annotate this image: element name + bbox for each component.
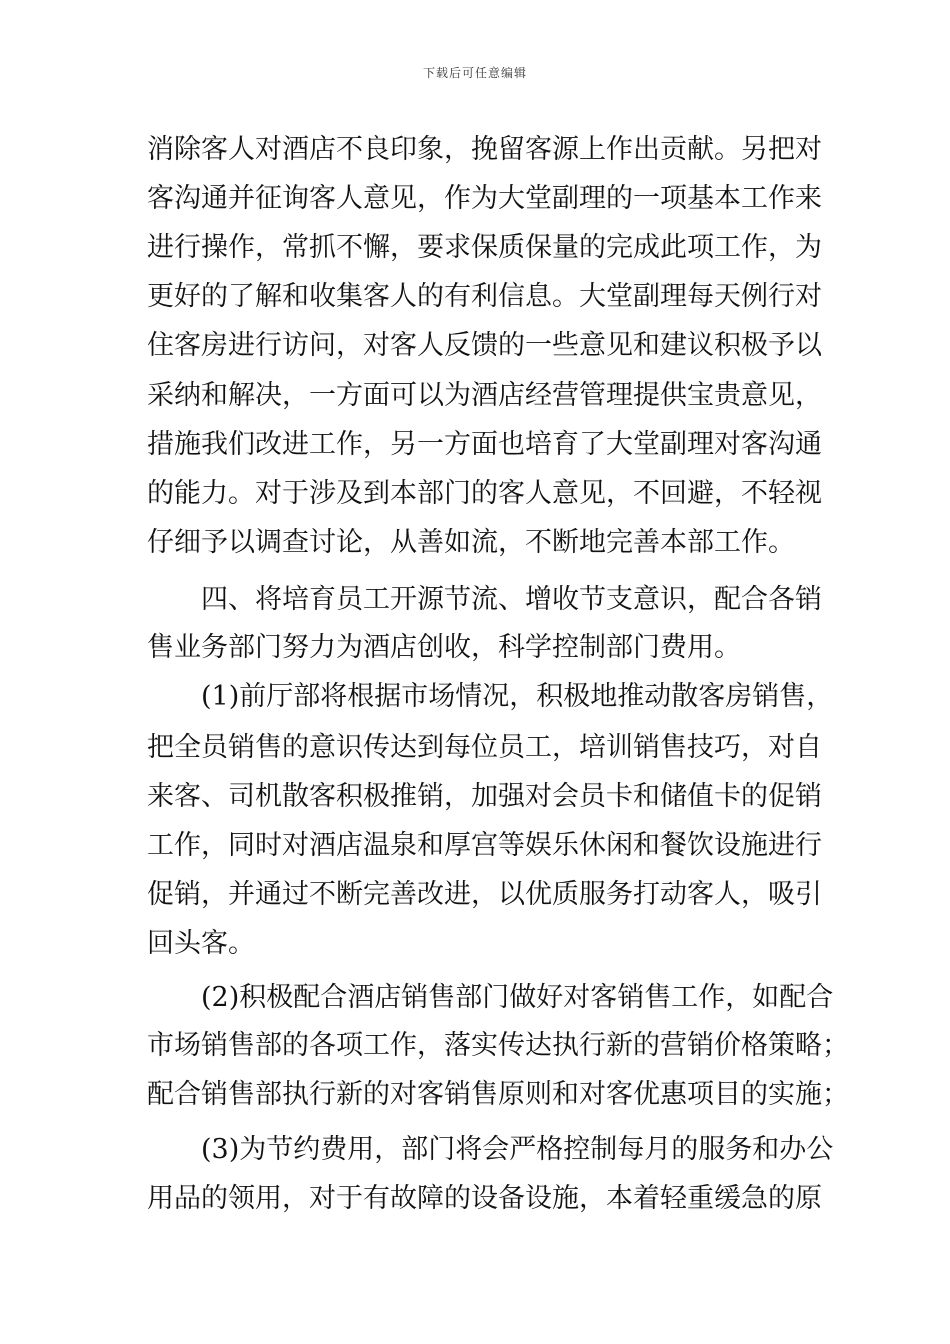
list-item-line: (2)积极配合酒店销售部门做好对客销售工作，如配合 bbox=[201, 982, 834, 1013]
text-line: 回头客。 bbox=[147, 928, 255, 959]
text-line: 消除客人对酒店不良印象，挽留客源上作出贡献。另把对 bbox=[147, 134, 822, 165]
text-line: 客沟通并征询客人意见，作为大堂副理的一项基本工作来 bbox=[147, 183, 822, 214]
text-line: 仔细予以调查讨论，从善如流，不断地完善本部工作。 bbox=[147, 527, 795, 558]
page-header: 下载后可任意编辑 bbox=[422, 66, 527, 80]
text-line: 促销，并通过不断完善改进，以优质服务打动客人，吸引 bbox=[147, 879, 822, 910]
text-line: 住客房进行访问，对客人反馈的一些意见和建议积极予以 bbox=[147, 330, 822, 361]
list-item-line: (3)为节约费用，部门将会严格控制每月的服务和办公 bbox=[201, 1134, 834, 1165]
text-line: 售业务部门努力为酒店创收，科学控制部门费用。 bbox=[147, 632, 741, 663]
text-line: 采纳和解决，一方面可以为酒店经营管理提供宝贵意见， bbox=[147, 380, 822, 411]
text-line: 配合销售部执行新的对客销售原则和对客优惠项目的实施； bbox=[147, 1079, 849, 1110]
text-line: 进行操作，常抓不懈，要求保质保量的完成此项工作，为 bbox=[147, 232, 822, 263]
text-line: 工作，同时对酒店温泉和厚宫等娱乐休闲和餐饮设施进行 bbox=[147, 830, 822, 861]
section-heading-line: 四、将培育员工开源节流、增收节支意识，配合各销 bbox=[201, 584, 822, 615]
text-line: 措施我们改进工作，另一方面也培育了大堂副理对客沟通 bbox=[147, 429, 822, 460]
text-line: 的能力。对于涉及到本部门的客人意见，不回避，不轻视 bbox=[147, 478, 822, 509]
text-line: 把全员销售的意识传达到每位员工，培训销售技巧，对自 bbox=[147, 732, 822, 763]
text-line: 用品的领用，对于有故障的设备设施，本着轻重缓急的原 bbox=[147, 1183, 822, 1214]
text-line: 更好的了解和收集客人的有利信息。大堂副理每天例行对 bbox=[147, 281, 822, 312]
list-item-line: (1)前厅部将根据市场情况，积极地推动散客房销售， bbox=[201, 681, 834, 712]
text-line: 来客、司机散客积极推销，加强对会员卡和储值卡的促销 bbox=[147, 781, 822, 812]
text-line: 市场销售部的各项工作，落实传达执行新的营销价格策略； bbox=[147, 1030, 849, 1061]
